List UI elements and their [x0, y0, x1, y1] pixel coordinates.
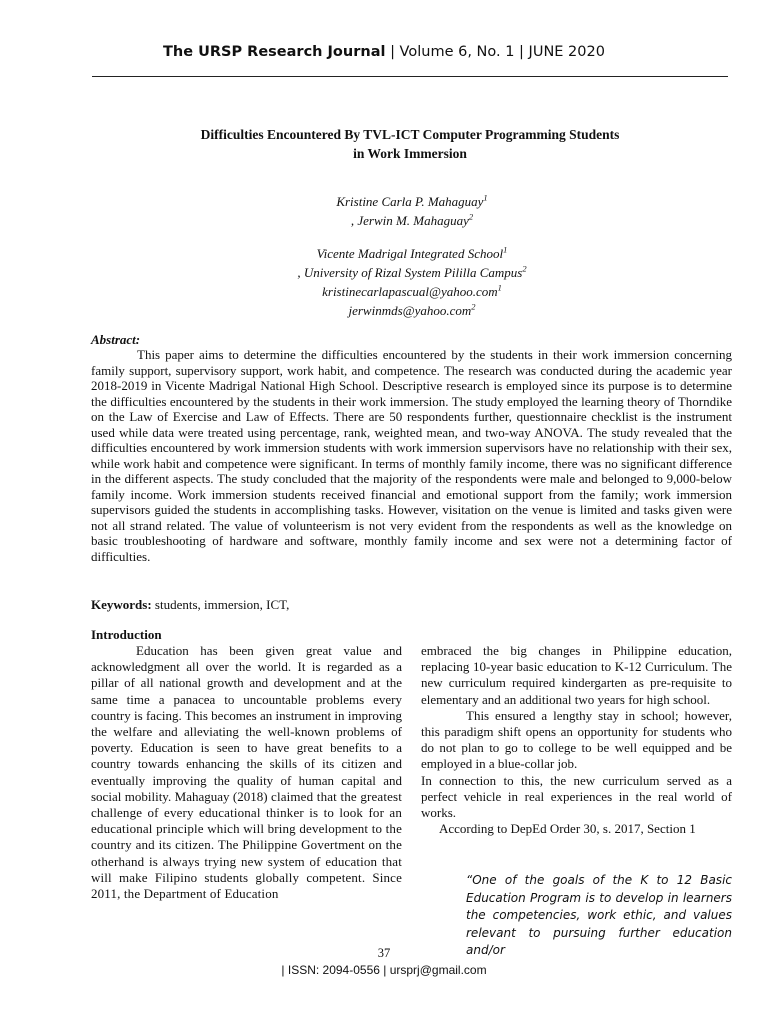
- author-1-name: Kristine Carla P. Mahaguay: [336, 194, 484, 209]
- author-2: [92, 211, 732, 230]
- introduction-paragraph-4: In connection to this, the new curriculum served as a perfect vehicle in real experiences in the real world of works.: [421, 772, 732, 821]
- introduction-paragraph-1: [91, 643, 402, 902]
- author-1: [92, 192, 732, 211]
- affiliation-1-sup: 1: [503, 244, 508, 255]
- block-quote: “One of the goals of the K to 12 Basic Education Program is to develop in learners the competencies, work ethic, and values relevant to pursuing further education and/or: [466, 873, 732, 957]
- paper-title: [92, 125, 728, 163]
- introduction-paragraph-1-part-2: claimed that the greatest challenge of every educational thinker is to look for an educational principle which will bring development to the country and its citizen. The Philippine Govertment on the otherhand is always trying new system of education that will make Filipino students globally competent. Since 2011, the Department of Education: [91, 788, 402, 902]
- journal-issue: | Volume 6, No. 1 | JUNE 2020: [390, 44, 605, 60]
- introduction-paragraph-2: embraced the big changes in Philippine education, replacing 10-year basic education to K-12 Curriculum. The new curriculum required kindergarten as pre-requisite to elementary and an additional two years for high school.: [421, 643, 732, 707]
- email-2: [92, 301, 732, 320]
- email-1: [92, 282, 732, 301]
- email-1-text: kristinecarlapascual@yahoo.com: [322, 284, 498, 299]
- page-number: 37: [377, 946, 391, 960]
- author-2-name: , Jerwin M. Mahaguay: [350, 213, 469, 228]
- introduction-paragraph-1-part-1: Education has been given great value and acknowledgment all over the world. It is regarded as a pillar of all national growth and development and at the same time a panacea to uncountable problems every country is facing. This becomes an instrument in improving the welfare and alleviating the well-known problems of poverty. Education is seen to have great benefits to a country towards enhancing the skills of its citizen and eventually improving the quality of human capital and social mobility. Mahaguay (2018): [91, 643, 402, 804]
- email-1-sup: 1: [497, 282, 502, 293]
- paper-title-line-1: Difficulties Encountered By TVL-ICT Computer Programming Students: [200, 127, 620, 142]
- email-2-sup: 2: [471, 301, 476, 312]
- affiliation-2-sup: 2: [522, 263, 527, 274]
- abstract-heading: Abstract:: [91, 332, 141, 347]
- journal-name: The URSP Research Journal: [163, 44, 386, 60]
- abstract-text: This paper aims to determine the difficulties encountered by the students in their work immersion concerning family support, supervisory support, work habit, and competence. The research was conducted during the academic year 2018-2019 in Vicente Madrigal National High School. Descriptive research is employed since its purpose is to determine the difficulties encountered by the students in their work immersion. The study employed the learning theory of Thorndike on the Law of Exercise and Law of Effects. There are 50 respondents further, questionnaire checklist is the instrument used while data were treated using percentage, rank, weighted mean, and two-way ANOVA. The study revealed that the difficulties encountered by work immersion students with work immersion supervisors have no relationship with their sex, while work habit and competence were significant. In terms of monthly family income, there was no significant difference in the different aspects. The study concluded that the majority of the respondents were male and belonged to 9,000-below family income. Work immersion students received financial and emotional support from the family; work immersion supervisors guided the students in accomplishing tasks. However, visitation on the venue is limited and tasks given were not all strand related. The value of volunteerism is not very evident from the respondents as well as the knowledge on basic troubleshooting of hardware and software, monthly family income and sex were not a determining factor of difficulties.: [91, 347, 732, 564]
- keywords-line: [91, 597, 289, 613]
- introduction-right-column: [421, 643, 732, 837]
- introduction-paragraph-5: According to DepEd Order 30, s. 2017, Section 1: [439, 821, 696, 837]
- author-spacer: [92, 230, 732, 244]
- affiliation-2-text: , University of Rizal System Pililla Campus: [297, 265, 523, 280]
- introduction-left-column: [91, 643, 402, 902]
- header-rule: [92, 76, 728, 77]
- keywords-label: Keywords:: [91, 597, 152, 612]
- introduction-paragraph-3: This ensured a lengthy stay in school; however, this paradigm shift opens an opportunity for students who do not plan to go to college to be well equipped and be employed in a blue-collar job.: [421, 707, 732, 772]
- page-footer: | ISSN: 2094-0556 | ursprj@gmail.com: [281, 963, 487, 977]
- author-block: [92, 192, 732, 320]
- paper-title-line-2: in Work Immersion: [353, 146, 467, 161]
- affiliation-1: [92, 244, 732, 263]
- author-1-sup: 1: [483, 192, 488, 203]
- affiliation-2: [92, 263, 732, 282]
- email-2-text: jerwinmds@yahoo.com: [348, 303, 472, 318]
- affiliation-1-text: Vicente Madrigal Integrated School: [316, 246, 504, 261]
- keywords-value: students, immersion, ICT,: [151, 597, 290, 612]
- introduction-heading: Introduction: [91, 627, 162, 642]
- journal-header: [0, 44, 768, 60]
- author-2-sup: 2: [468, 211, 474, 222]
